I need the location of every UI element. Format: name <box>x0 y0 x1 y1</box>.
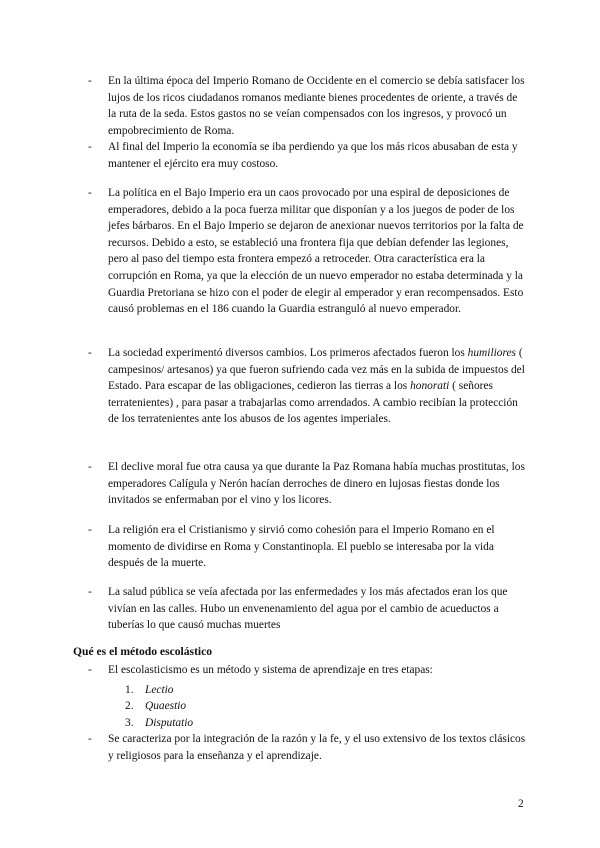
bullet-politics <box>88 185 528 318</box>
bullet-text: Al final del Imperio la economía se iba perdiendo ya que los más ricos abusaban de esta y mantener el ejército era muy costoso. <box>108 141 518 170</box>
bullet-text: El escolasticismo es un método y sistema de aprendizaje en tres etapas: <box>108 664 433 676</box>
bullet-society <box>88 345 528 428</box>
list-item: 2. Quaestio <box>125 700 187 713</box>
bullet-dash: - <box>88 461 92 473</box>
bullet-scholasticism-characteristics <box>88 731 528 764</box>
page-number: 2 <box>518 798 524 810</box>
bullet-text: Se caracteriza por la integración de la razón y la fe, y el uso extensivo de los textos clásicos y religiosos para la enseñanza y el aprendizaje. <box>108 733 526 762</box>
bullet-dash: - <box>88 586 92 598</box>
bullet-religion <box>88 522 528 572</box>
bullet-text: La sociedad experimentó diversos cambios. Los primeros afectados fueron los humiliores ( campesinos/ artesanos) ya que fueron sufriendo cada vez más en la subida de impuestos del Estado. Para escapar de las obligaciones, cedieron las tierras a los honorati ( señores terratenientes) , para pasar a trabajarlas como arrendados. A cambio recibían la protección de los terratenientes ante los abusos de los agentes imperiales. <box>108 347 525 426</box>
bullet-dash: - <box>88 524 92 536</box>
bullet-economy-army <box>88 139 528 172</box>
bullet-text: La política en el Bajo Imperio era un caos provocado por una espiral de deposiciones de emperadores, debido a la poca fuerza militar que disponían y a los juegos de poder de los jefes bárbaros. En el Bajo Imperio se dejaron de anexionar nuevos territorios por la falta de recursos. Debido a esto, se estableció una frontera fija que debían defender las legiones, pero al paso del tiempo esta frontera empezó a retroceder. Otra característica era la corrupción en Roma, ya que la elección de un nuevo emperador no estaba determinada y la Guardia Pretoriana se hizo con el poder de elegir al emperador y eran recompensados. Esto causó problemas en el 186 cuando la Guardia estranguló al nuevo emperador. <box>108 187 524 316</box>
bullet-text: La religión era el Cristianismo y sirvió como cohesión para el Imperio Romano en el momento de dividirse en Roma y Constantinopla. El pueblo se interesaba por la vida después de la muerte. <box>108 524 495 570</box>
bullet-dash: - <box>88 733 92 745</box>
bullet-dash: - <box>88 187 92 199</box>
bullet-economy-trade <box>88 73 528 139</box>
bullet-text: El declive moral fue otra causa ya que durante la Paz Romana había muchas prostitutas, los emperadores Calígula y Nerón hacían derroches de dinero en lujosas fiestas donde los invitados se enfermaban por el vino y los licores. <box>108 461 525 507</box>
term-humiliores: humiliores <box>467 347 516 359</box>
bullet-text: La salud pública se veía afectada por las enfermedades y los más afectados eran los que vivían en las calles. Hubo un envenenamiento del agua por el cambio de acueductos a tuberías lo que causó muchas muertes <box>108 586 508 632</box>
list-item: 1. Lectio <box>125 684 174 696</box>
bullet-dash: - <box>88 141 92 153</box>
bullet-moral-decline <box>88 459 528 509</box>
bullet-public-health <box>88 584 528 634</box>
bullet-text: En la última época del Imperio Romano de Occidente en el comercio se debía satisfacer los lujos de los ricos ciudadanos romanos mediante bienes procedentes de oriente, a través de la ruta de la seda. Estos gastos no se veían compensados con los ingresos, y provocó un empobrecimiento de Roma. <box>108 75 525 137</box>
bullet-dash: - <box>88 75 92 87</box>
list-item: 3. Disputatio <box>125 716 194 729</box>
bullet-dash: - <box>88 664 92 676</box>
bullet-scholasticism-definition <box>88 662 528 679</box>
numbered-list <box>125 682 193 731</box>
section-heading: Qué es el método escolástico <box>73 645 213 658</box>
bullet-dash: - <box>88 347 92 359</box>
term-honorati: honorati <box>410 380 450 393</box>
